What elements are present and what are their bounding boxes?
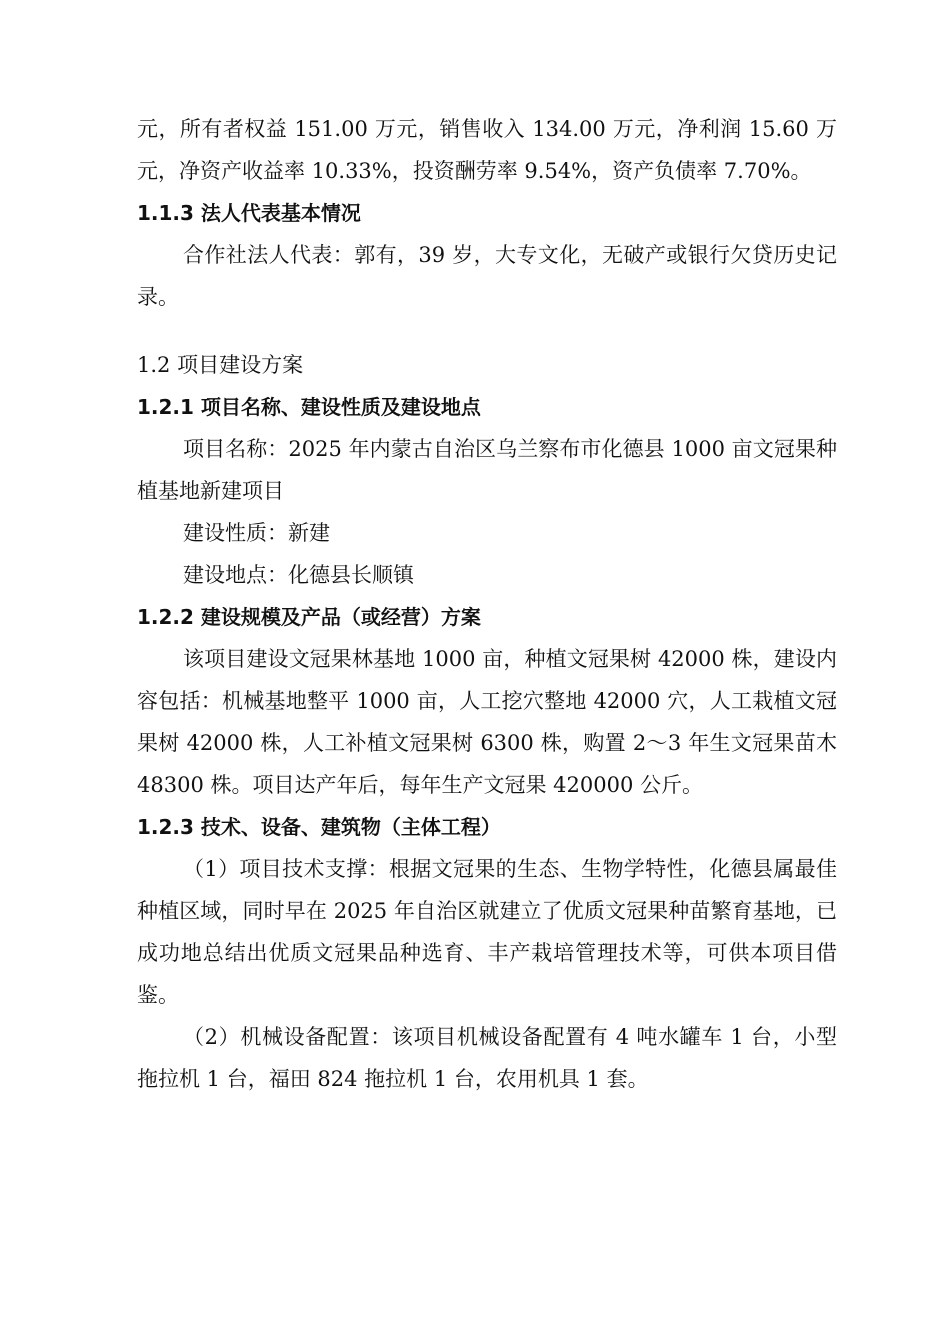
heading-1-2-1: 1.2.1 项目名称、建设性质及建设地点 [137,395,481,419]
document-page [137,108,837,1100]
scale-paragraph: 该项目建设文冠果林基地 1000 亩，种植文冠果树 42000 株，建设内容包括：机械基地整平 1000 亩，人工挖穴整地 42000 穴，人工栽植文冠果树 42000 株，人工补植文冠果树 6300 株，购置 2～3 年生文冠果苗木 48300 株。项目达产年后，每年生产文冠果 420000 公斤。 [137,647,837,797]
finance-paragraph: 元，所有者权益 151.00 万元，销售收入 134.00 万元，净利润 15.60 万元，净资产收益率 10.33%，投资酬劳率 9.54%，资产负债率 7.70%。 [137,117,837,183]
heading-1-2-2: 1.2.2 建设规模及产品（或经营）方案 [137,605,481,629]
construction-location: 建设地点：化德县长顺镇 [183,563,414,587]
heading-1-2: 1.2 项目建设方案 [137,353,304,377]
project-name-paragraph: 项目名称：2025 年内蒙古自治区乌兰察布市化德县 1000 亩文冠果种植基地新建项目 [137,437,837,503]
heading-1-2-3: 1.2.3 技术、设备、建筑物（主体工程） [137,815,501,839]
tech-support-paragraph: （1）项目技术支撑：根据文冠果的生态、生物学特性，化德县属最佳种植区域，同时早在 2025 年自治区就建立了优质文冠果种苗繁育基地，已成功地总结出优质文冠果品种选育、丰产栽培管理技术等，可供本项目借鉴。 [137,857,837,1007]
equipment-paragraph: （2）机械设备配置：该项目机械设备配置有 4 吨水罐车 1 台，小型拖拉机 1 台，福田 824 拖拉机 1 台，农用机具 1 套。 [137,1025,837,1091]
heading-1-1-3: 1.1.3 法人代表基本情况 [137,201,361,225]
construction-nature: 建设性质：新建 [183,521,330,545]
legal-rep-paragraph: 合作社法人代表：郭有，39 岁，大专文化，无破产或银行欠贷历史记录。 [137,243,837,309]
